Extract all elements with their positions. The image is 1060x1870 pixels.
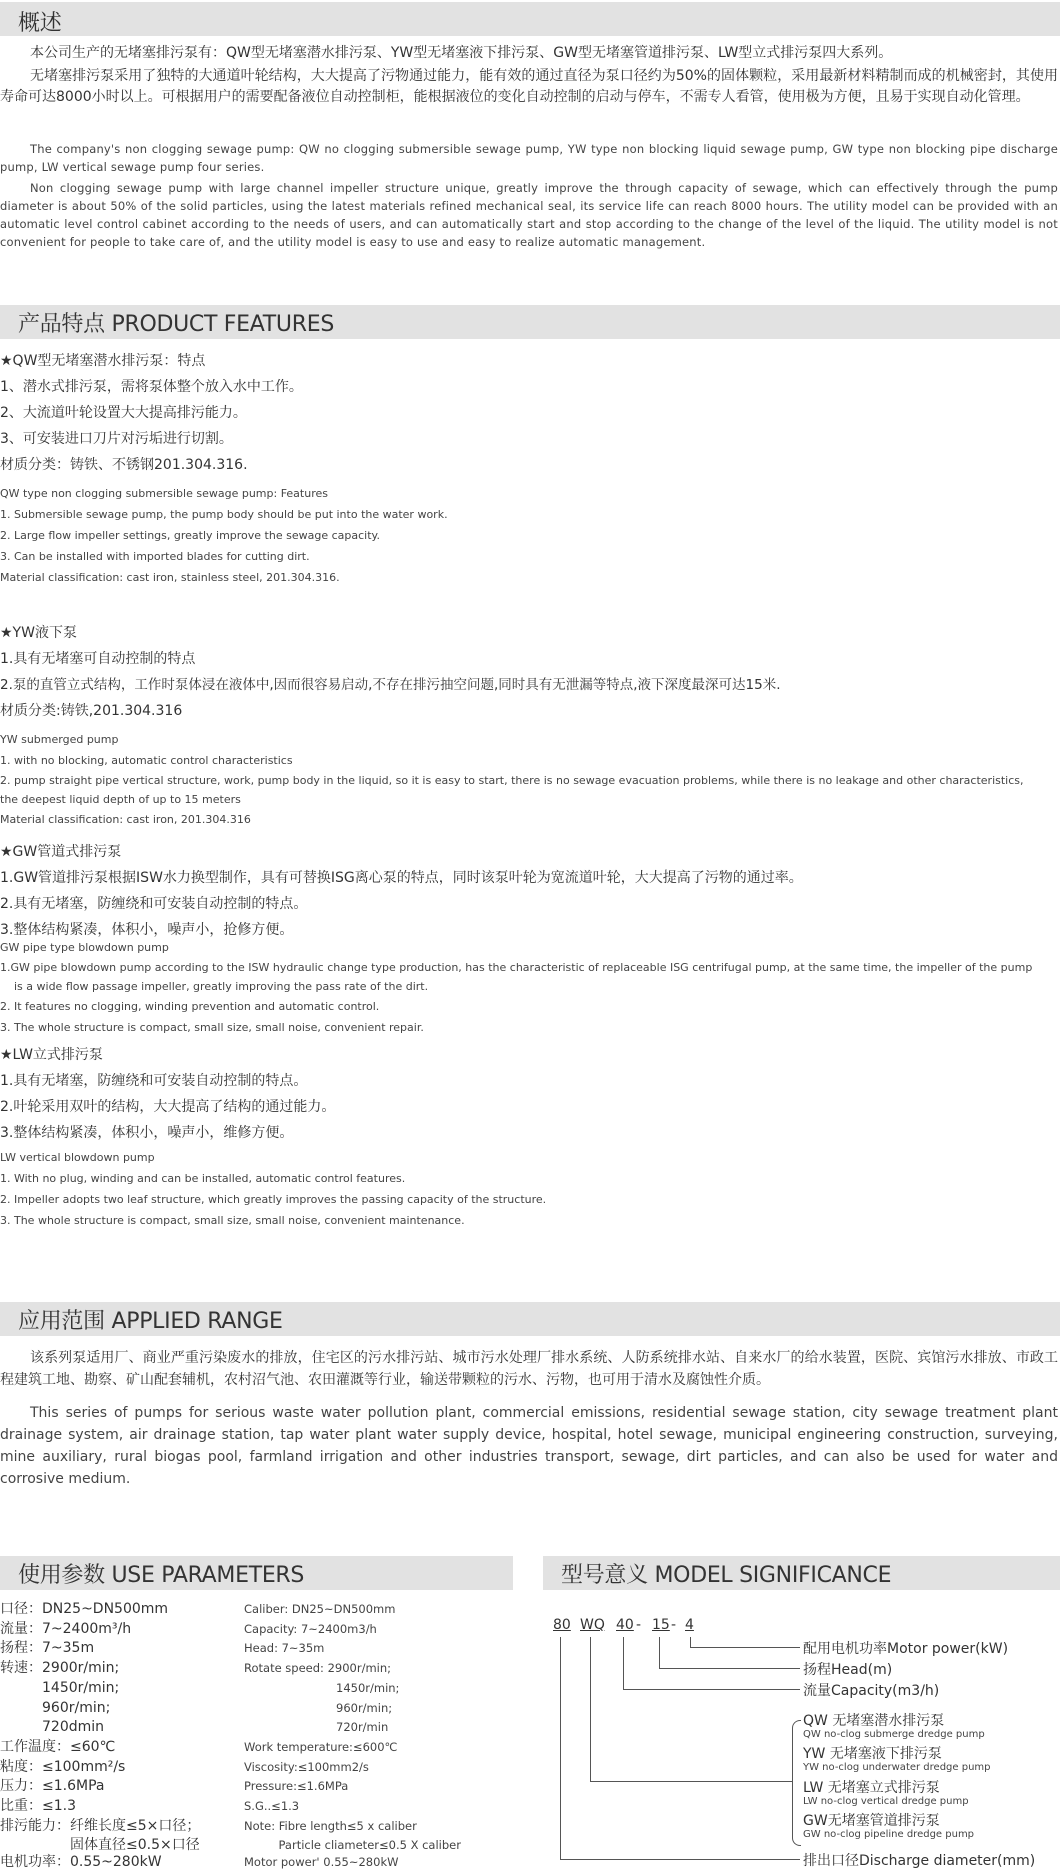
- list-item: 1. Submersible sewage pump, the pump body should be put into the water work.: [0, 508, 448, 521]
- connector-line: [623, 1689, 800, 1690]
- list-item: 2. pump straight pipe vertical structure, work, pump body in the liquid, so it is easy to start, there is no sewage evacuation problems, while there is no leakage and other characteristics, the deepest liquid depth of up to 15 meters: [0, 774, 1024, 806]
- connector-line: [590, 1637, 591, 1781]
- connector-line: [690, 1637, 691, 1647]
- connector-line: [659, 1637, 660, 1668]
- list-item: 1.具有无堵塞，防缠绕和可安装自动控制的特点。: [0, 1073, 308, 1089]
- range-header: [0, 1302, 1060, 1336]
- overview-en-paragraph-2: Non clogging sewage pump with large channel impeller structure unique, greatly improve the through capacity of sewage, which can effectively through the pump diameter is about 50% of the solid particles, using the latest materials refined mechanical seal, its service life can reach 8000 hours. The utility model can be provided with an automatic level control cabinet according to the needs of users, and can automatically start and stop according to the change of the level of the liquid. The utility model is not convenient for people to take care of, and the utility model is easy to use and easy to realize automatic management.: [0, 181, 1058, 249]
- model-label-head: 扬程Head(m): [803, 1662, 893, 1678]
- param-en: Rotate speed: 2900r/min;: [244, 1661, 392, 1676]
- model-label-yw: YW 无堵塞液下排污泵: [803, 1746, 942, 1762]
- overview-header: [0, 2, 1060, 36]
- list-item: ★QW型无堵塞潜水排污泵：特点: [0, 353, 206, 369]
- list-item: 3. Can be installed with imported blades for cutting dirt.: [0, 550, 310, 563]
- model-label-gw-en: GW no-clog pipeline dredge pump: [803, 1829, 975, 1840]
- list-item: 1. With no plug, winding and can be installed, automatic control features.: [0, 1172, 406, 1185]
- param-en: Work temperature:≤600℃: [244, 1739, 398, 1754]
- list-item: 1.具有无堵塞可自动控制的特点: [0, 651, 196, 667]
- yw-features-cn: [0, 620, 1040, 724]
- param-cn: 转速：2900r/min;: [0, 1660, 120, 1677]
- list-item: 2.具有无堵塞，防缠绕和可安装自动控制的特点。: [0, 896, 308, 912]
- range-cn-paragraph: 该系列泵适用厂、商业严重污染废水的排放，住宅区的污水排污站、城市污水处理厂排水系统、人防系统排水站、自来水厂的给水装置，医院、宾馆污水排放、市政工程建筑工地、勘察、矿山配套辅机，农村沼气池、农田灌溉等行业，输送带颗粒的污水、污物，也可用于清水及腐蚀性介质。: [0, 1350, 1058, 1388]
- model-header: [543, 1556, 1060, 1590]
- list-item: 3.整体结构紧凑，体积小，噪声小，维修方便。: [0, 1125, 294, 1141]
- connector-line: [690, 1647, 800, 1648]
- list-item: 2、大流道叶轮设置大大提高排污能力。: [0, 405, 247, 421]
- model-title: 型号意义 MODEL SIGNIFICANCE: [561, 1563, 892, 1588]
- connector-line: [623, 1637, 624, 1689]
- list-item: Material classification: cast iron, stainless steel, 201.304.316.: [0, 571, 340, 584]
- features-title: 产品特点 PRODUCT FEATURES: [18, 312, 334, 337]
- list-item: GW pipe type blowdown pump: [0, 941, 169, 954]
- param-cn: 720dmin: [0, 1719, 105, 1736]
- param-en: Motor power' 0.55~280kW: [244, 1855, 399, 1870]
- overview-cn-paragraph-2: 无堵塞排污泵采用了独特的大通道叶轮结构，大大提高了污物通过能力，能有效的通过直径为泵口径约为50%的固体颗粒，采用最新材料精制而成的机械密封，其使用寿命可达8000小时以上。可根据用户的需要配备液位自动控制柜，能根据液位的变化自动控制的启动与停车，不需专人看管，使用极为方便，且易于实现自动化管理。: [0, 68, 1058, 105]
- model-label-gw: GW无堵塞管道排污泵: [803, 1813, 940, 1829]
- connector-line: [560, 1859, 800, 1860]
- param-en: Viscosity:≤100mm2/s: [244, 1759, 369, 1774]
- model-code-diameter: 80: [553, 1617, 571, 1633]
- param-cn: 扬程：7~35m: [0, 1640, 95, 1657]
- param-en: 960r/min;: [244, 1700, 393, 1715]
- list-item: 2. It features no clogging, winding prevention and automatic control.: [0, 1000, 380, 1013]
- list-item: 1.GW管道排污泵根据ISW水力换型制作，具有可替换ISG离心泵的特点，同时该泵叶轮为宽流道叶轮，大大提高了污物的通过率。: [0, 870, 803, 886]
- list-item: 1. with no blocking, automatic control characteristics: [0, 754, 293, 767]
- list-item: LW vertical blowdown pump: [0, 1151, 155, 1164]
- list-item: 1、潜水式排污泵，需将泵体整个放入水中工作。: [0, 379, 303, 395]
- param-cn: 口径：DN25~DN500mm: [0, 1601, 169, 1617]
- model-label-capacity: 流量Capacity(m3/h): [803, 1683, 940, 1699]
- param-en: S.G..≤1.3: [244, 1799, 300, 1813]
- param-cn: 粘度：≤100mm²/s: [0, 1758, 126, 1775]
- list-item: 3、可安装进口刀片对污垢进行切割。: [0, 431, 233, 447]
- param-cn: 电机功率：0.55~280kW: [0, 1854, 162, 1870]
- overview-en-paragraph-1: The company's non clogging sewage pump: QW no clogging submersible sewage pump, YW type non blocking liquid sewage pump, GW type non blocking pipe discharge pump, LW vertical sewage pump four series.: [0, 142, 1058, 174]
- param-en: Capacity: 7~2400m3/h: [244, 1621, 377, 1636]
- gw-features-cn: [0, 839, 1040, 943]
- model-code-head: 15: [652, 1617, 670, 1633]
- qw-features-en: [0, 483, 1040, 588]
- param-en: Caliber: DN25~DN500mm: [244, 1602, 396, 1616]
- params-title: 使用参数 USE PARAMETERS: [18, 1563, 305, 1588]
- gw-features-en: [0, 937, 1040, 1038]
- list-item: ★YW液下泵: [0, 625, 77, 641]
- model-label-power: 配用电机功率Motor power(kW): [803, 1641, 1009, 1657]
- list-item: 2. Large flow impeller settings, greatly improve the sewage capacity.: [0, 529, 380, 542]
- list-item: ★LW立式排污泵: [0, 1047, 103, 1063]
- param-en: Head: 7~35m: [244, 1641, 325, 1656]
- list-item: 2. Impeller adopts two leaf structure, which greatly improves the passing capacity of the structure.: [0, 1193, 547, 1206]
- param-cn: 960r/min;: [0, 1699, 111, 1716]
- list-item: 3.整体结构紧凑，体积小，噪声小，抢修方便。: [0, 922, 294, 938]
- list-item: 材质分类：铸铁、不锈钢201.304.316.: [0, 457, 248, 473]
- model-label-yw-en: YW no-clog underwater dredge pump: [803, 1762, 991, 1773]
- list-item: YW submerged pump: [0, 733, 119, 746]
- list-item: ★GW管道式排污泵: [0, 844, 122, 860]
- param-en: 720r/min: [244, 1720, 389, 1735]
- model-label-lw-en: LW no-clog vertical dredge pump: [803, 1796, 969, 1807]
- features-header: [0, 305, 1060, 339]
- param-en: Pressure:≤1.6MPa: [244, 1779, 349, 1794]
- range-title: 应用范围 APPLIED RANGE: [18, 1309, 283, 1334]
- list-item: 1.GW pipe blowdown pump according to the ISW hydraulic change type production, has the characteristic of replaceable ISG centrifugal pump, at the same time, the impeller of the pump is a wide flow passage impeller, greatly improving the pass rate of the dirt.: [0, 961, 1033, 993]
- overview-cn-paragraph-1: 本公司生产的无堵塞排污泵有：QW型无堵塞潜水排污泵、YW型无堵塞液下排污泵、GW型无堵塞管道排污泵、LW型立式排污泵四大系列。: [30, 45, 893, 61]
- list-item: 2.泵的直管立式结构，工作时泵体浸在液体中,因而很容易启动,不存在排污抽空问题,同时具有无泄漏等特点,液下深度最深可达15米.: [0, 677, 781, 693]
- model-code-dash: -: [636, 1617, 642, 1633]
- list-item: 3. The whole structure is compact, small size, small noise, convenient repair.: [0, 1021, 424, 1034]
- param-cn: 压力：≤1.6MPa: [0, 1778, 105, 1795]
- param-en: Particle cliameter≤0.5 X caliber: [244, 1838, 461, 1853]
- connector-line: [590, 1781, 792, 1782]
- model-code-type: WQ: [580, 1617, 605, 1633]
- connector-line: [659, 1668, 800, 1669]
- model-label-discharge: 排出口径Discharge diameter(mm): [803, 1853, 1036, 1869]
- list-item: 2.叶轮采用双叶的结构，大大提高了结构的通过能力。: [0, 1099, 336, 1115]
- model-code-power: 4: [685, 1617, 694, 1633]
- yw-features-en: [0, 729, 1040, 830]
- list-item: 材质分类:铸铁,201.304.316: [0, 703, 183, 719]
- param-cn: 流量：7~2400m³/h: [0, 1620, 132, 1637]
- model-code-dash: -: [671, 1617, 677, 1633]
- param-cn: 1450r/min;: [0, 1679, 120, 1696]
- param-en: 1450r/min;: [244, 1680, 400, 1695]
- list-item: 3. The whole structure is compact, small size, small noise, convenient maintenance.: [0, 1214, 465, 1227]
- param-cn: 工作温度：≤60℃: [0, 1738, 116, 1755]
- lw-features-cn: [0, 1042, 1040, 1146]
- param-cn: 固体直径≤0.5×口径: [0, 1837, 200, 1854]
- list-item: QW type non clogging submersible sewage pump: Features: [0, 487, 328, 500]
- model-label-qw: QW 无堵塞潜水排污泵: [803, 1713, 945, 1729]
- list-item: Material classification: cast iron, 201.304.316: [0, 813, 251, 826]
- param-cn: 排污能力：纤维长度≤5×口径；: [0, 1817, 201, 1834]
- connector-line: [560, 1637, 561, 1859]
- lw-features-en: [0, 1147, 1040, 1231]
- overview-title: 概述: [18, 11, 62, 36]
- param-en: Note: Fibre length≤5 x caliber: [244, 1818, 417, 1833]
- model-code-capacity: 40: [616, 1617, 634, 1633]
- range-en-paragraph: This series of pumps for serious waste water pollution plant, commercial emissions, residential sewage station, city sewage treatment plant drainage system, air drainage station, tap water plant water supply device, hospital, hotel sewage, municipal engineering construction, surveying, mine auxiliary, rural biogas pool, farmland irrigation and other industries transport, sewage, dirt particles, and can also be used for water and corrosive medium.: [0, 1405, 1058, 1487]
- model-label-qw-en: QW no-clog submerge dredge pump: [803, 1729, 985, 1740]
- qw-features-cn: [0, 348, 1040, 478]
- type-bracket: [792, 1720, 801, 1846]
- model-label-lw: LW 无堵塞立式排污泵: [803, 1780, 940, 1796]
- param-cn: 比重：≤1.3: [0, 1798, 76, 1814]
- params-header: [0, 1556, 513, 1590]
